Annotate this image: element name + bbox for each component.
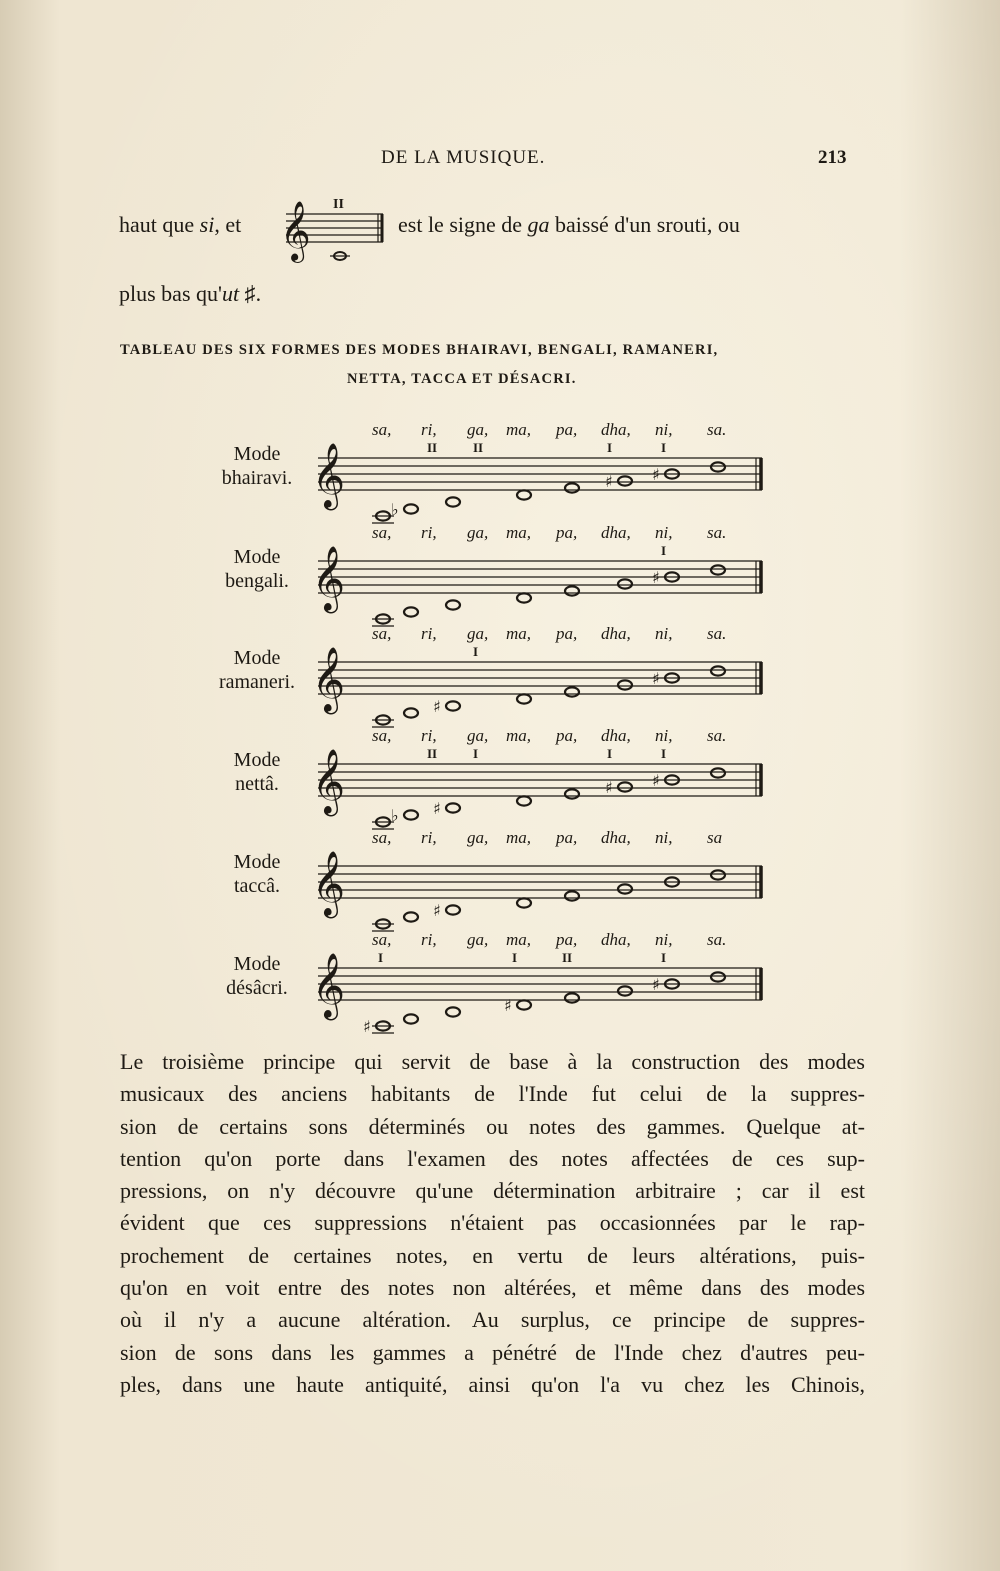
interval-mark: II xyxy=(427,746,438,761)
inline-mark: II xyxy=(333,197,344,212)
syllable: ma, xyxy=(506,828,532,847)
body-line: musicaux des anciens habitants de l'Inde fut celui de la suppres- xyxy=(120,1081,865,1107)
whole-note xyxy=(565,789,579,798)
interval-mark: I xyxy=(661,950,667,965)
page-number: 213 xyxy=(818,147,847,168)
mode-staff xyxy=(310,836,770,936)
whole-note xyxy=(404,810,418,819)
syllable: ni, xyxy=(655,624,673,643)
body-line: pressions, on n'y découvre qu'une détermination arbitraire ; car il est xyxy=(120,1178,865,1204)
whole-note xyxy=(517,593,531,602)
sharp-sign: ♯ xyxy=(652,465,660,484)
sharp-sign: ♯ xyxy=(433,901,441,920)
syllable: ri, xyxy=(421,523,437,542)
whole-note xyxy=(711,462,725,471)
syllable: pa, xyxy=(556,726,578,745)
syllable: sa, xyxy=(372,828,392,847)
intro-line-1b: est le signe de ga baissé d'un srouti, ou xyxy=(398,212,740,237)
body-line: tention qu'on porte dans l'examen des notes affectées de ces sup- xyxy=(120,1145,865,1171)
whole-note xyxy=(517,796,531,805)
flat-sign: ♭ xyxy=(391,500,399,519)
interval-mark: I xyxy=(661,746,667,761)
treble-clef-icon: 𝄞 xyxy=(312,953,346,1018)
syllable: sa. xyxy=(707,726,727,745)
interval-mark: I xyxy=(512,950,518,965)
body-line: sion de sons dans les gammes a pénétré de l'Inde chez d'autres peu- xyxy=(120,1339,865,1365)
interval-mark: I xyxy=(607,440,613,455)
mode-label: Mode taccâ. xyxy=(233,851,281,897)
whole-note xyxy=(446,803,460,812)
interval-mark: I xyxy=(661,440,667,455)
syllable: dha, xyxy=(601,930,631,949)
running-title: DE LA MUSIQUE. xyxy=(381,147,546,168)
body-line: prochement de certaines notes, en vertu de leurs altérations, puis- xyxy=(120,1242,865,1268)
whole-note xyxy=(446,497,460,506)
treble-clef-icon: 𝄞 xyxy=(312,851,346,916)
mode-staff xyxy=(310,531,770,631)
interval-mark: I xyxy=(378,950,384,965)
treble-clef-icon: 𝄞 xyxy=(312,647,346,712)
sharp-sign: ♯ xyxy=(433,799,441,818)
syllable: ga, xyxy=(467,726,489,745)
whole-note xyxy=(618,782,632,791)
mode-label: Mode désâcri. xyxy=(226,953,288,999)
inline-staff-example xyxy=(278,192,388,270)
whole-note xyxy=(446,600,460,609)
svg-text:𝄞: 𝄞 xyxy=(280,201,311,261)
syllable: pa, xyxy=(556,624,578,643)
running-head xyxy=(0,147,1000,173)
syllable: sa. xyxy=(707,420,727,439)
syllable: ga, xyxy=(467,828,489,847)
syllable: ri, xyxy=(421,624,437,643)
whole-note xyxy=(565,586,579,595)
syllable: ni, xyxy=(655,828,673,847)
sharp-sign: ♯ xyxy=(605,472,613,491)
syllable: ni, xyxy=(655,726,673,745)
mode-staff xyxy=(310,632,770,732)
whole-note xyxy=(565,483,579,492)
sharp-sign: ♯ xyxy=(652,975,660,994)
syllable: ma, xyxy=(506,420,532,439)
whole-note xyxy=(565,993,579,1002)
syllable: sa. xyxy=(707,523,727,542)
interval-mark: I xyxy=(661,543,667,558)
syllable: pa, xyxy=(556,523,578,542)
whole-note xyxy=(618,579,632,588)
whole-note xyxy=(517,490,531,499)
whole-note xyxy=(404,607,418,616)
syllable: ni, xyxy=(655,523,673,542)
sharp-sign: ♯ xyxy=(433,697,441,716)
whole-note xyxy=(711,666,725,675)
whole-note xyxy=(618,476,632,485)
syllable: ma, xyxy=(506,726,532,745)
syllable: sa, xyxy=(372,420,392,439)
body-line: où il n'y a aucune altération. Au surplus, ce principe de suppres- xyxy=(120,1307,865,1333)
body-paragraph xyxy=(120,1046,865,1401)
interval-mark: II xyxy=(473,440,484,455)
syllable: sa. xyxy=(707,930,727,949)
whole-note xyxy=(618,680,632,689)
syllable: ri, xyxy=(421,930,437,949)
mode-label: Mode nettâ. xyxy=(233,749,281,795)
sharp-sign: ♯ xyxy=(652,568,660,587)
syllable: sa xyxy=(707,828,723,847)
body-line: ples, dans une haute antiquité, ainsi qu'on l'a vu chez les Chinois, xyxy=(120,1371,865,1397)
syllable: ni, xyxy=(655,930,673,949)
syllable: pa, xyxy=(556,828,578,847)
syllable: dha, xyxy=(601,624,631,643)
whole-note xyxy=(565,687,579,696)
table-title-line-1: TABLEAU DES SIX FORMES DES MODES BHAIRAVI, BENGALI, RAMANERI, xyxy=(120,342,719,358)
whole-note xyxy=(711,870,725,879)
whole-note xyxy=(618,986,632,995)
syllable: ga, xyxy=(467,420,489,439)
whole-note xyxy=(618,884,632,893)
syllable: ma, xyxy=(506,523,532,542)
whole-note xyxy=(404,1014,418,1023)
whole-note xyxy=(517,694,531,703)
mode-label: Mode bhairavi. xyxy=(221,443,293,489)
interval-mark: I xyxy=(473,644,479,659)
treble-clef-icon: 𝄞 xyxy=(312,749,346,814)
syllable: ga, xyxy=(467,624,489,643)
syllable: dha, xyxy=(601,828,631,847)
flat-sign: ♭ xyxy=(391,806,399,825)
interval-mark: II xyxy=(562,950,573,965)
syllable: pa, xyxy=(556,930,578,949)
syllable: pa, xyxy=(556,420,578,439)
sharp-sign: ♯ xyxy=(504,996,512,1015)
whole-note xyxy=(404,912,418,921)
interval-mark: II xyxy=(427,440,438,455)
syllable: ni, xyxy=(655,420,673,439)
interval-mark: I xyxy=(607,746,613,761)
mode-staff xyxy=(310,938,770,1038)
body-line: sion de certains sons déterminés ou notes des gammes. Quelque at- xyxy=(120,1113,865,1139)
whole-note xyxy=(711,768,725,777)
whole-note xyxy=(517,1000,531,1009)
sharp-sign: ♯ xyxy=(652,669,660,688)
syllable: sa. xyxy=(707,624,727,643)
whole-note xyxy=(446,905,460,914)
intro-line-2: plus bas qu'ut ♯. xyxy=(119,281,262,306)
sharp-sign: ♯ xyxy=(652,771,660,790)
whole-note xyxy=(404,708,418,717)
body-lines xyxy=(120,1046,865,1401)
syllable: sa, xyxy=(372,523,392,542)
mode-staff xyxy=(310,734,770,834)
sharp-sign: ♯ xyxy=(363,1017,371,1036)
whole-note xyxy=(446,1007,460,1016)
mode-label: Mode bengali. xyxy=(225,546,289,592)
body-line: évident que ces suppressions n'étaient pas occasionnées par le rap- xyxy=(120,1210,865,1236)
whole-note xyxy=(517,898,531,907)
body-line: Le troisième principe qui servit de base à la construction des modes xyxy=(120,1049,865,1074)
whole-note xyxy=(404,504,418,513)
syllable: dha, xyxy=(601,523,631,542)
mode-label: Mode ramaneri. xyxy=(218,647,296,693)
mode-staff xyxy=(310,428,770,528)
sharp-sign: ♯ xyxy=(605,778,613,797)
treble-clef-icon: 𝄞 xyxy=(312,443,346,508)
syllable: ri, xyxy=(421,828,437,847)
syllable: sa, xyxy=(372,726,392,745)
syllable: ma, xyxy=(506,930,532,949)
whole-note xyxy=(565,891,579,900)
table-title-line-2: NETTA, TACCA ET DÉSACRI. xyxy=(347,371,577,387)
syllable: sa, xyxy=(372,930,392,949)
syllable: ri, xyxy=(421,726,437,745)
whole-note xyxy=(446,701,460,710)
syllable: sa, xyxy=(372,624,392,643)
syllable: ma, xyxy=(506,624,532,643)
syllable: ri, xyxy=(421,420,437,439)
whole-note xyxy=(711,565,725,574)
syllable: ga, xyxy=(467,930,489,949)
whole-note xyxy=(711,972,725,981)
body-line: qu'on en voit entre des notes non altérées, et même dans des modes xyxy=(120,1275,865,1301)
syllable: dha, xyxy=(601,420,631,439)
syllable: dha, xyxy=(601,726,631,745)
interval-mark: I xyxy=(473,746,479,761)
treble-clef-icon: 𝄞 xyxy=(312,546,346,611)
intro-line-1a: haut que si, et xyxy=(119,212,242,237)
syllable: ga, xyxy=(467,523,489,542)
